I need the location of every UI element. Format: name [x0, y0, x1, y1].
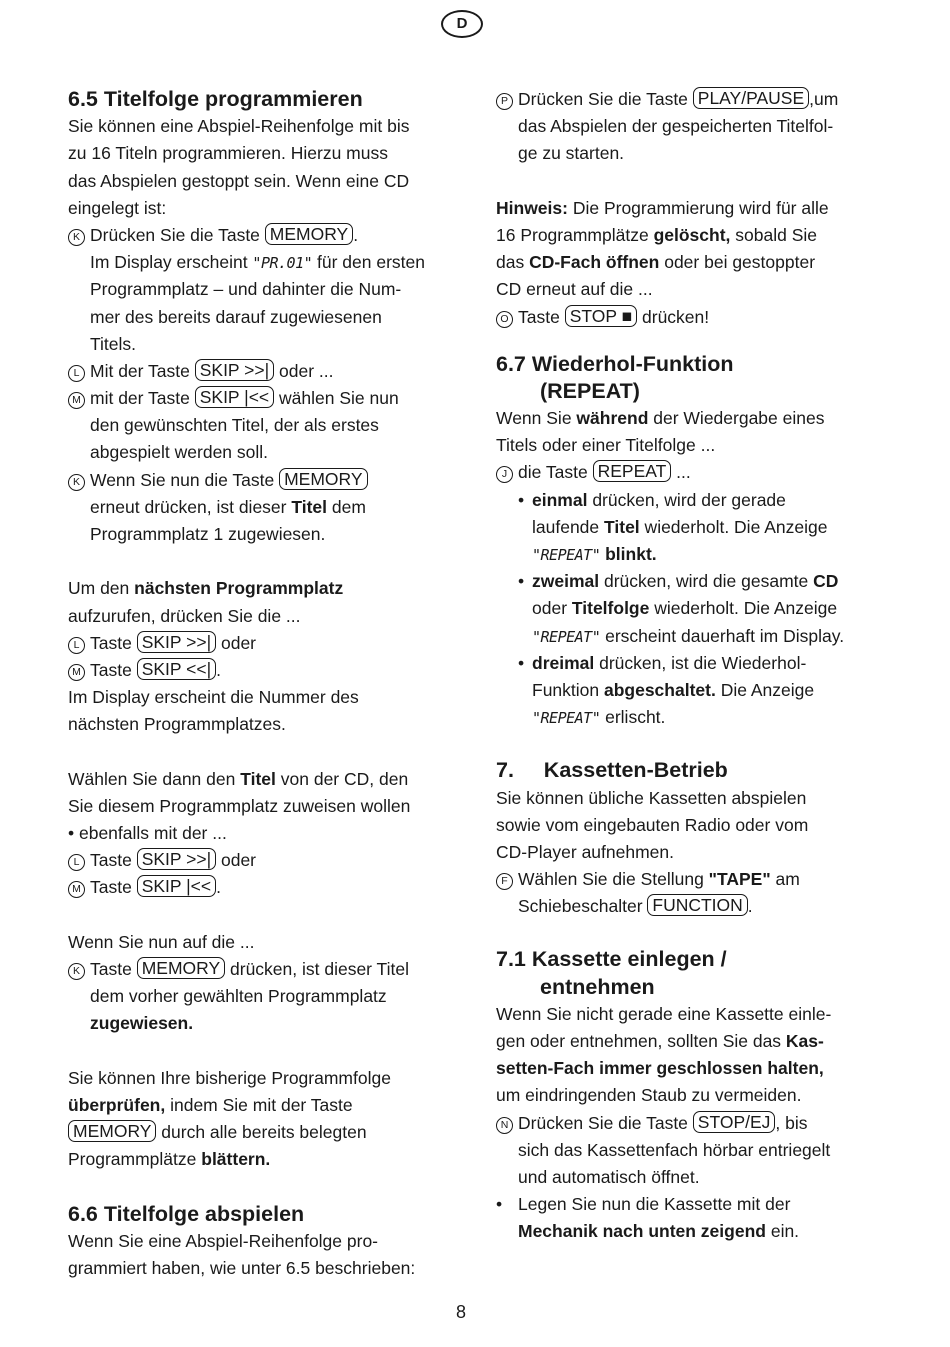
- step-p-line-3: ge zu starten.: [518, 143, 625, 164]
- text-run: Die Anzeige: [715, 679, 815, 700]
- note-line-1: [496, 195, 876, 222]
- step-marker-m: M: [68, 392, 85, 409]
- text-run: oder: [216, 632, 257, 653]
- text-run: Kas-: [785, 1031, 824, 1051]
- choose-title-line-3: • ebenfalls mit der ...: [68, 823, 227, 844]
- section-7-1-line-4: um eindringenden Staub zu vermeiden.: [496, 1085, 802, 1106]
- text-run: Taste: [90, 850, 137, 871]
- text-run: während: [576, 408, 649, 429]
- next-slot-step-l: [68, 630, 440, 657]
- text-run: •: [518, 571, 525, 592]
- step-l1: [68, 358, 440, 385]
- text-run: Programmplätze: [68, 1149, 202, 1170]
- text-run: erlischt.: [600, 707, 666, 728]
- section-7-1-line-3: [496, 1055, 876, 1082]
- step-marker-n: N: [496, 1117, 513, 1134]
- text-run: Um den: [68, 578, 135, 599]
- text-run: .: [216, 659, 221, 680]
- intro-line-3: das Abspielen gestoppt sein. Wenn eine CD: [68, 170, 410, 191]
- step-marker-k: K: [68, 229, 85, 246]
- step-k1-line-3: Programmplatz – und dahinter die Num-: [90, 279, 402, 300]
- next-slot-line-2: aufzurufen, drücken Sie die ...: [68, 605, 301, 626]
- text-run: laufende: [532, 516, 605, 537]
- play-pause-key: PLAY/PAUSE: [693, 87, 809, 109]
- text-run: Funktion: [532, 679, 604, 700]
- text-run: erscheint dauerhaft im Display.: [600, 625, 845, 646]
- text-run: , bis: [775, 1112, 808, 1133]
- step-marker-f: F: [496, 873, 513, 890]
- step-k2-line-3: Programmplatz 1 zugewiesen.: [90, 524, 326, 544]
- repeat-intro-line-1: [496, 405, 876, 432]
- note-line-3: [496, 249, 876, 276]
- text-run: Im Display erscheint: [90, 252, 253, 273]
- repeat-key: REPEAT: [593, 460, 672, 482]
- section-7-line-1: Sie können übliche Kassetten abspielen: [496, 787, 807, 808]
- step-f-line-2: [496, 893, 876, 920]
- text-run: CD: [813, 571, 839, 592]
- memory-key: MEMORY: [279, 468, 367, 490]
- display-repeat: "REPEAT": [532, 627, 601, 646]
- step-marker-k: K: [68, 474, 85, 491]
- step-m1: [68, 385, 440, 412]
- text-run: oder: [532, 598, 572, 619]
- section-7-1-title-line-2: entnehmen: [540, 974, 655, 999]
- text-run: Wenn Sie: [496, 408, 577, 429]
- section-7-title: 7. Kassetten-Betrieb: [496, 758, 728, 783]
- memory-key: MEMORY: [265, 223, 353, 245]
- text-run: dreimal: [532, 652, 595, 673]
- text-run: von der CD, den: [275, 768, 409, 789]
- text-run: Taste: [90, 959, 137, 979]
- repeat-intro-line-2: Titels oder einer Titelfolge ...: [496, 435, 716, 456]
- text-run: Drücken Sie die Taste: [518, 1112, 693, 1133]
- text-run: sobald Sie: [730, 224, 817, 245]
- text-run: M: [68, 881, 85, 898]
- step-n: [496, 1110, 876, 1137]
- section-7-1-title: 7.1 Kassette einlegen /: [496, 947, 727, 972]
- review-line-4: [68, 1146, 440, 1173]
- skip-forward-key: SKIP >>|: [137, 631, 216, 653]
- stop-eject-key: STOP/EJ: [693, 1111, 776, 1133]
- intro-line-1: Sie können eine Abspiel-Reihenfolge mit bis: [68, 116, 410, 137]
- section-6-6-title: 6.6 Titelfolge abspielen: [68, 1201, 305, 1226]
- step-k2: [68, 467, 440, 494]
- text-run: Hinweis:: [496, 197, 568, 218]
- text-run: drücken, wird der gerade: [587, 489, 786, 510]
- step-m1-line-3: abgespielt werden soll.: [90, 442, 269, 463]
- text-run: gen oder entnehmen, sollten Sie das: [496, 1031, 786, 1051]
- section-6-6-line-2: grammiert haben, wie unter 6.5 beschrieben:: [68, 1258, 416, 1279]
- text-run: durch alle bereits belegten: [156, 1122, 367, 1143]
- step-j: [496, 459, 876, 486]
- text-run: drücken, ist dieser Titel: [225, 959, 409, 979]
- next-slot-line-5: Im Display erscheint die Nummer des: [68, 687, 359, 708]
- text-run: Taste: [90, 632, 137, 653]
- intro-line-2: zu 16 Titeln programmieren. Hierzu muss: [68, 143, 388, 164]
- memory-key: MEMORY: [68, 1120, 156, 1142]
- right-column: [496, 86, 876, 1246]
- text-run: indem Sie mit der Taste: [165, 1094, 353, 1115]
- assign-line-4: [68, 1010, 440, 1037]
- section-7-1-line-1: Wenn Sie nicht gerade eine Kassette einle-: [496, 1003, 832, 1024]
- text-run: Mit der Taste: [90, 360, 195, 381]
- step-f: [496, 866, 876, 893]
- step-k2-line-2: [68, 494, 440, 521]
- text-run: Titel: [291, 496, 328, 517]
- display-repeat: "REPEAT": [532, 709, 601, 728]
- display-repeat: "REPEAT": [532, 546, 601, 564]
- skip-back-key: SKIP |<<: [137, 875, 216, 897]
- review-line-2: [68, 1092, 440, 1119]
- text-run: wiederholt. Die Anzeige: [649, 598, 838, 619]
- page-number: 8: [455, 1302, 466, 1322]
- text-run: "TAPE": [708, 869, 771, 890]
- text-run: Drücken Sie die Taste: [518, 89, 693, 109]
- skip-forward-key: SKIP >>|: [195, 359, 274, 381]
- text-run: drücken, ist die Wiederhol-: [594, 652, 807, 673]
- text-run: M: [68, 664, 85, 681]
- step-n-line-3: und automatisch öffnet.: [518, 1166, 700, 1187]
- text-run: blinkt.: [600, 544, 657, 564]
- text-run: die Taste: [518, 462, 593, 483]
- display-pr01: "PR.01": [252, 254, 313, 273]
- text-run: Wählen Sie dann den: [68, 768, 241, 789]
- next-slot-step-m: [68, 657, 440, 684]
- assign-line-1: Wenn Sie nun auf die ...: [68, 931, 255, 952]
- step-k1: [68, 222, 440, 249]
- text-run: Taste: [90, 877, 137, 898]
- repeat-bullet-2-line-3: [496, 623, 876, 650]
- text-run: nächsten Programmplatz: [134, 578, 344, 599]
- text-run: Drücken Sie die Taste: [90, 224, 265, 245]
- text-run: Wenn Sie nun die Taste: [90, 469, 280, 490]
- text-run: Legen Sie nun die Kassette mit der: [518, 1194, 791, 1215]
- text-run: Titelfolge: [571, 598, 650, 619]
- step-m1-line-2: den gewünschten Titel, der als erstes: [90, 415, 379, 436]
- text-run: blättern.: [201, 1149, 271, 1170]
- insert-bullet: [496, 1191, 876, 1218]
- text-run: Schiebeschalter: [518, 896, 648, 917]
- text-run: wählen Sie nun: [274, 388, 399, 409]
- text-run: gelöscht,: [653, 224, 731, 245]
- text-run: Taste: [518, 306, 565, 327]
- text-run: am: [770, 869, 800, 890]
- section-6-6-line-1: Wenn Sie eine Abspiel-Reihenfolge pro-: [68, 1230, 379, 1251]
- text-run: Mechanik nach unten zeigend: [518, 1221, 766, 1242]
- stop-key: STOP ■: [565, 305, 637, 327]
- section-6-5-title: 6.5 Titelfolge programmieren: [68, 87, 363, 111]
- insert-bullet-line-2: [496, 1218, 876, 1245]
- repeat-bullet-1: [496, 487, 876, 514]
- text-run: L: [68, 637, 85, 654]
- text-run: erneut drücken, ist dieser: [90, 496, 292, 517]
- section-7-line-3: CD-Player aufnehmen.: [496, 841, 674, 862]
- language-badge: D: [441, 10, 483, 38]
- text-run: L: [68, 854, 85, 871]
- section-6-7-title-line-2: (REPEAT): [540, 378, 640, 403]
- text-run: oder ...: [274, 360, 334, 381]
- step-marker-o: O: [496, 311, 513, 328]
- repeat-bullet-2: [496, 568, 876, 595]
- step-marker-l: L: [68, 365, 85, 382]
- choose-title-step-m: [68, 874, 440, 901]
- text-run: ,um: [809, 89, 839, 109]
- text-run: •: [496, 1194, 503, 1215]
- next-slot-line-6: nächsten Programmplatzes.: [68, 714, 286, 735]
- repeat-bullet-1-line-3: [496, 541, 876, 568]
- next-slot-line-1: [68, 575, 440, 602]
- text-run: wiederholt. Die Anzeige: [639, 516, 828, 537]
- repeat-bullet-3-line-3: [496, 704, 876, 731]
- choose-title-step-l: [68, 847, 440, 874]
- text-run: Taste: [90, 659, 137, 680]
- repeat-bullet-2-line-2: [496, 595, 876, 622]
- text-run: einmal: [532, 489, 588, 510]
- text-run: mit der Taste: [90, 388, 195, 409]
- text-run: der Wiedergabe eines: [648, 408, 825, 429]
- text-run: zugewiesen.: [90, 1013, 194, 1034]
- text-run: K: [68, 963, 85, 980]
- text-run: zweimal: [532, 571, 600, 592]
- assign-line-3: dem vorher gewählten Programmplatz: [90, 986, 387, 1007]
- step-p-line-2: das Abspielen der gespeicherten Titelfol-: [518, 116, 834, 137]
- review-line-3: [68, 1119, 440, 1146]
- step-p: [496, 86, 876, 113]
- text-run: oder bei gestoppter: [659, 252, 816, 273]
- text-run: das: [496, 252, 530, 273]
- text-run: oder: [216, 850, 257, 871]
- text-run: setten-Fach immer geschlossen halten,: [496, 1058, 824, 1079]
- step-k1-line-4: mer des bereits darauf zugewiesenen: [90, 306, 382, 327]
- text-run: überprüfen,: [68, 1094, 166, 1115]
- text-run: .: [216, 877, 221, 898]
- memory-key: MEMORY: [137, 957, 225, 979]
- text-run: •: [518, 652, 525, 673]
- text-run: Wählen Sie die Stellung: [518, 869, 709, 890]
- note-line-2: [496, 222, 876, 249]
- skip-back-key: SKIP <<|: [137, 658, 216, 680]
- text-run: .: [747, 896, 753, 917]
- text-run: CD-Fach öffnen: [529, 252, 660, 273]
- text-run: •: [518, 489, 525, 510]
- skip-forward-key: SKIP >>|: [137, 848, 216, 870]
- section-6-7-title: 6.7 Wiederhol-Funktion: [496, 351, 734, 376]
- review-line-1: Sie können Ihre bisherige Programmfolge: [68, 1067, 391, 1088]
- skip-back-key: SKIP |<<: [195, 386, 274, 408]
- assign-step-k: [68, 956, 440, 983]
- left-column: [68, 86, 440, 1282]
- text-run: Titel: [240, 768, 276, 789]
- text-run: drücken, wird die gesamte: [599, 571, 814, 592]
- function-switch-key: FUNCTION: [647, 894, 747, 916]
- step-o: [496, 304, 876, 331]
- intro-line-4: eingelegt ist:: [68, 197, 167, 218]
- text-run: Titel: [604, 516, 640, 537]
- step-marker-p: P: [496, 93, 513, 110]
- section-7-1-line-2: [496, 1028, 876, 1055]
- step-marker-j: J: [496, 466, 513, 483]
- note-line-4: CD erneut auf die ...: [496, 279, 653, 300]
- text-run: für den ersten: [312, 252, 425, 273]
- repeat-bullet-1-line-2: [496, 514, 876, 541]
- text-run: ein.: [765, 1221, 800, 1242]
- text-run: dem: [327, 496, 366, 517]
- repeat-bullet-3-line-2: [496, 677, 876, 704]
- text-run: abgeschaltet.: [603, 679, 716, 700]
- section-7-line-2: sowie vom eingebauten Radio oder vom: [496, 814, 809, 835]
- step-n-line-2: sich das Kassettenfach hörbar entriegelt: [518, 1139, 831, 1160]
- text-run: Die Programmierung wird für alle: [567, 197, 829, 218]
- text-run: .: [353, 224, 359, 245]
- step-k1-line-2: [68, 249, 440, 276]
- repeat-bullet-3: [496, 650, 876, 677]
- step-k1-line-5: Titels.: [90, 333, 137, 354]
- choose-title-line-2: Sie diesem Programmplatz zuweisen wollen: [68, 795, 411, 816]
- text-run: ...: [671, 462, 691, 483]
- text-run: 16 Programmplätze: [496, 224, 654, 245]
- choose-title-line-1: [68, 766, 440, 793]
- text-run: drücken!: [637, 306, 710, 327]
